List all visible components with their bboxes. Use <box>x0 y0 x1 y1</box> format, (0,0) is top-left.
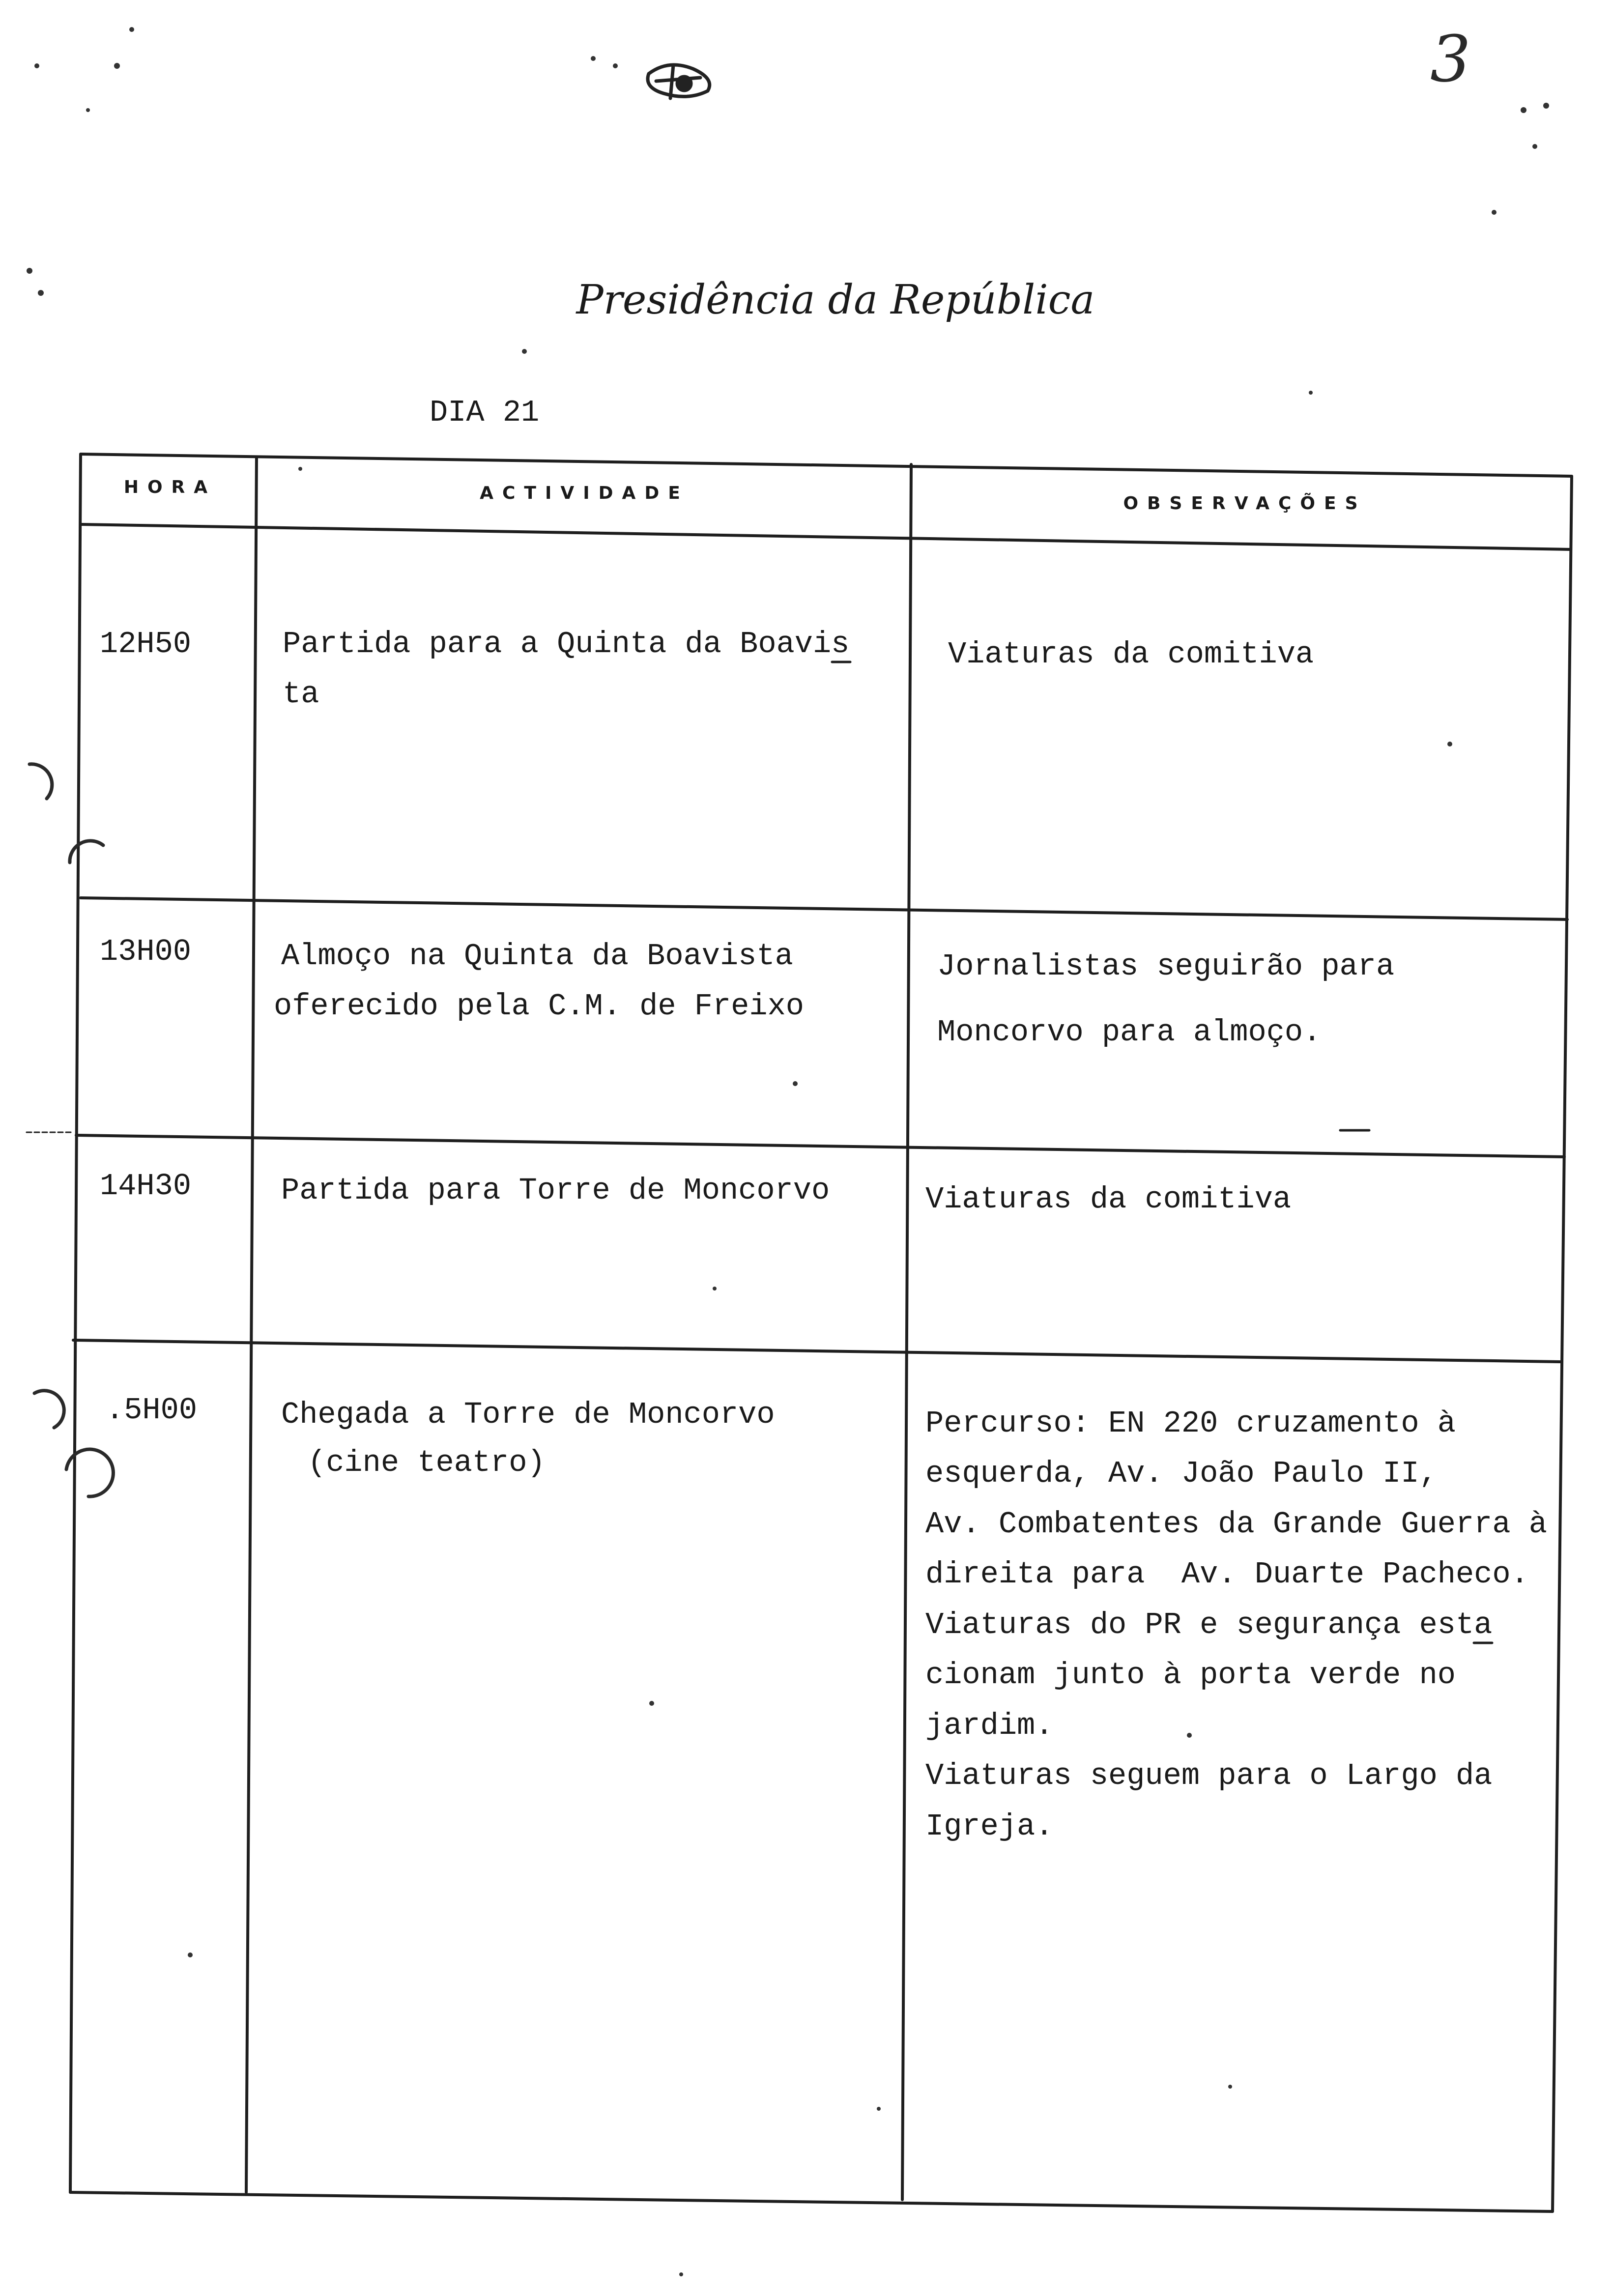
row-divider <box>76 1135 1564 1157</box>
observation-line: esquerda, Av. João Paulo II, <box>925 1456 1438 1491</box>
speck <box>38 290 44 296</box>
header-actividade: ACTIVIDADE <box>480 483 689 503</box>
time-cell: 12H50 <box>100 627 192 661</box>
table-left-border <box>70 454 81 2192</box>
observation-line: Viaturas seguem para o Largo da <box>925 1758 1493 1793</box>
time-cell: .5H00 <box>106 1393 198 1428</box>
table-bottom-border <box>70 2192 1553 2211</box>
page-number: 3 <box>1430 22 1471 96</box>
speck <box>613 63 618 68</box>
speck <box>298 467 302 471</box>
observation-line: Moncorvo para almoço. <box>937 1015 1322 1050</box>
speck <box>1492 210 1497 215</box>
activity-line: Partida para a Quinta da Boavis <box>283 627 850 661</box>
header-observacoes: OBSERVAÇÕES <box>1123 493 1367 514</box>
observation-line: Viaturas do PR e segurança esta <box>925 1607 1493 1642</box>
speck <box>114 63 120 69</box>
row-divider <box>73 1340 1560 1362</box>
observation-line: Av. Combatentes da Grande Guerra à <box>925 1507 1548 1542</box>
column-divider-observacoes <box>902 464 911 2200</box>
observation-line: Jornalistas seguirão para <box>937 949 1395 984</box>
speck <box>1187 1733 1192 1738</box>
observation-line: Igreja. <box>925 1809 1054 1844</box>
observation-line: Viaturas da comitiva <box>925 1182 1292 1217</box>
activity-line: (cine teatro) <box>308 1445 546 1480</box>
punch-hole-mark <box>34 1391 64 1428</box>
header-bottom-rule <box>81 524 1570 549</box>
speck <box>522 349 527 354</box>
activity-line: Chegada a Torre de Moncorvo <box>281 1397 775 1432</box>
speck <box>679 2272 683 2276</box>
speck <box>649 1701 654 1706</box>
speck <box>129 27 134 32</box>
speck <box>713 1287 717 1291</box>
day-label: DIA 21 <box>430 395 540 430</box>
activity-line: Partida para Torre de Moncorvo <box>281 1173 830 1208</box>
row-divider <box>81 898 1567 919</box>
speck <box>188 1952 193 1957</box>
punch-hole-mark <box>70 841 103 862</box>
observation-line: direita para Av. Duarte Pacheco. <box>925 1557 1529 1592</box>
observation-line: jardim. <box>925 1708 1054 1743</box>
punch-hole-mark <box>29 764 52 799</box>
activity-line: ta <box>283 677 319 712</box>
speck <box>1309 391 1313 395</box>
time-cell: 13H00 <box>100 934 192 969</box>
speck <box>1228 2085 1232 2089</box>
activity-line: oferecido pela C.M. de Freixo <box>274 989 804 1024</box>
speck <box>34 63 39 68</box>
speck <box>591 56 596 61</box>
activity-line: Almoço na Quinta da Boavista <box>281 939 793 974</box>
header-hora: HORA <box>123 477 217 497</box>
speck <box>1532 144 1537 149</box>
speck <box>1447 742 1452 746</box>
column-divider-hora <box>246 457 257 2192</box>
observation-line: cionam junto à porta verde no <box>925 1658 1456 1693</box>
speck <box>877 2107 881 2111</box>
speck <box>1543 103 1549 109</box>
time-cell: 14H30 <box>100 1169 192 1204</box>
speck <box>27 268 32 274</box>
speck <box>86 108 90 112</box>
table-right-border <box>1553 476 1572 2211</box>
observation-line: Percurso: EN 220 cruzamento à <box>925 1406 1456 1441</box>
table-top-border <box>81 454 1572 476</box>
emblem-mark <box>648 65 710 98</box>
observation-line: Viaturas da comitiva <box>948 637 1314 672</box>
letterhead-title: Presidência da República <box>576 277 1095 323</box>
speck <box>1521 107 1526 113</box>
speck <box>793 1081 798 1086</box>
